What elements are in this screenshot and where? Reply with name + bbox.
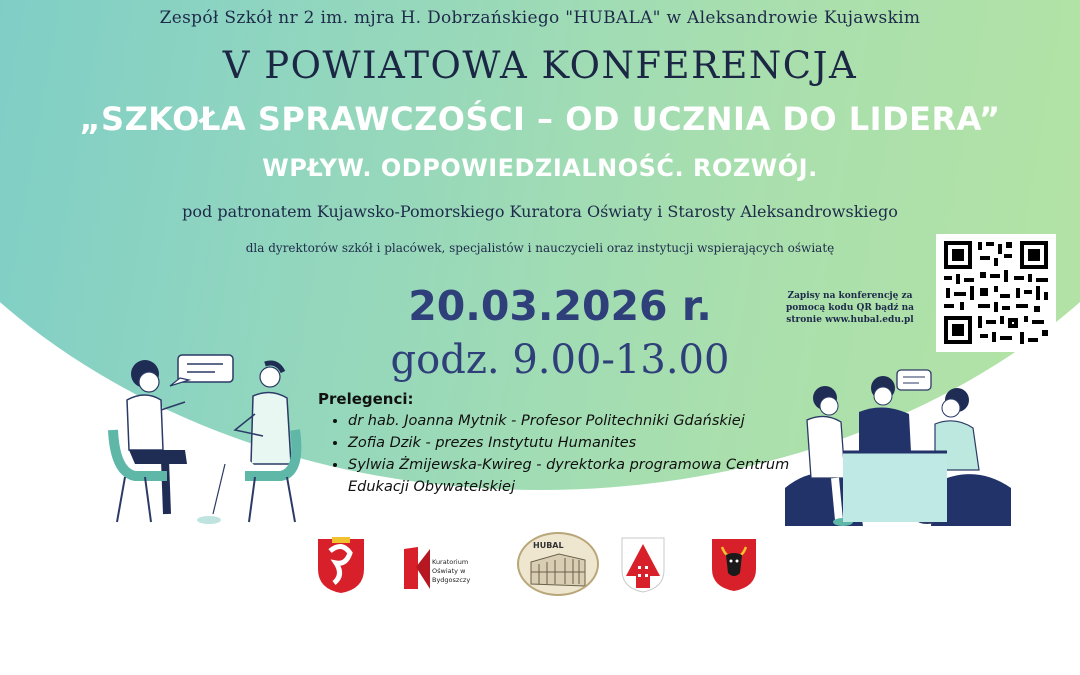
kuratorium-logo (402, 545, 484, 591)
hubal-school-logo (517, 532, 599, 596)
conference-subtitle: WPŁYW. ODPOWIEDZIALNOŚĆ. ROZWÓJ. (262, 154, 818, 182)
conference-topic: „SZKOŁA SPRAWCZOŚCI – OD UCZNIA DO LIDERA” (79, 100, 1001, 138)
speech-bubble-icon (178, 355, 233, 382)
signup-info: Zapisy na konferencję za pomocą kodu QR bądź na stronie www.hubal.edu.pl (786, 291, 914, 325)
illustration-conversation-left (105, 352, 310, 527)
school-building-icon (519, 534, 597, 594)
qr-code[interactable] (936, 234, 1056, 352)
kuratorium-label: Kuratorium Oświaty w Bydgoszczy (432, 558, 471, 584)
event-date: 20.03.2026 r. (408, 282, 712, 330)
qr-code-graphic (936, 234, 1056, 352)
speaker-item: • Sylwia Żmijewska-Kwireg - dyrektorka programowa Centrum Edukacji Obywatelskiej (348, 454, 808, 498)
audience-text: dla dyrektorów szkół i placówek, specjalistów i nauczycieli oraz instytucji wspierających oświatę (245, 241, 835, 255)
speakers-list (330, 410, 808, 498)
hubal-label: HUBAL (533, 541, 564, 550)
speaker-item: • dr hab. Joanna Mytnik - Profesor Politechniki Gdańskiej (348, 410, 808, 432)
illustration-meeting-right (785, 368, 1015, 528)
patronage-text: pod patronatem Kujawsko-Pomorskiego Kuratora Oświaty i Starosty Aleksandrowskiego (182, 202, 898, 221)
conference-title: V POWIATOWA KONFERENCJA (222, 44, 858, 87)
event-hours: godz. 9.00-13.00 (390, 337, 730, 383)
aurochs-coat-of-arms-logo (710, 537, 758, 593)
county-coat-of-arms-logo (316, 535, 366, 595)
speakers-heading: Prelegenci: (318, 390, 414, 408)
kuratorium-k-icon (402, 545, 432, 591)
town-coat-of-arms-logo (620, 536, 666, 594)
speaker-item: • Zofia Dzik - prezes Instytutu Humanites (348, 432, 808, 454)
school-name: Zespół Szkół nr 2 im. mjra H. Dobrzańskiego "HUBALA" w Aleksandrowie Kujawskim (159, 8, 921, 28)
